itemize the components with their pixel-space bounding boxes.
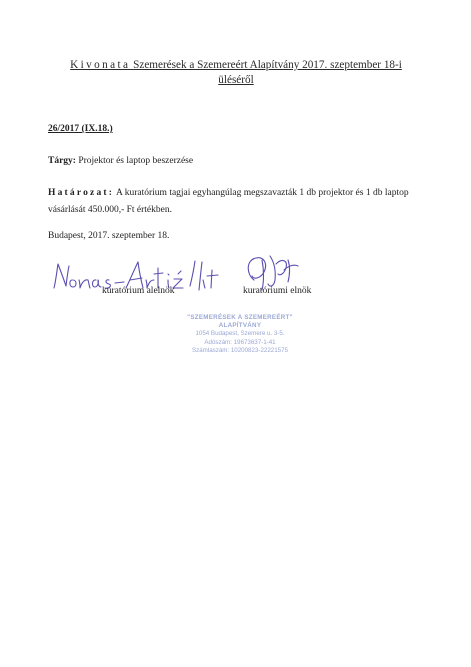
vice-chair-role: kuratórium alelnök: [102, 286, 175, 296]
foundation-stamp: [150, 314, 330, 355]
decision-text: A kuratórium tagjai egyhangúlag megszavazták 1 db projektor és 1 db laptop vásárlását 450.000,- Ft értékben.: [48, 188, 409, 215]
stamp-line-3: 1054 Budapest, Szemere u. 3-5.: [195, 330, 285, 338]
place-date: Budapest, 2017. szeptember 18.: [48, 231, 170, 241]
title-line-2: üléséről: [218, 74, 254, 86]
stamp-line-4: Adószám: 19673637-1-41: [204, 338, 276, 346]
document-title: [40, 58, 432, 88]
stamp-line-1: "SZEMERÉSEK A SZEMEREÉRT": [187, 314, 293, 321]
title-spaced-word: Kivonata: [70, 59, 131, 71]
subject-line: [48, 156, 193, 166]
stamp-line-2: ALAPÍTVÁNY: [218, 322, 262, 330]
chair-role: kuratóriumi elnök: [243, 286, 312, 296]
subject-text: Projektor és laptop beszerzése: [78, 156, 194, 166]
stamp-line-5: Számlaszám: 10200823-22221575: [192, 346, 288, 354]
title-line-1: [40, 58, 432, 73]
title-rest: Szemerések a Szemereért Alapítvány 2017. szeptember 18-i: [133, 59, 402, 71]
resolution-number: 26/2017 (IX.18.): [48, 124, 113, 134]
subject-label: Tárgy:: [48, 156, 76, 166]
decision-paragraph: [48, 185, 438, 219]
decision-label: Határozat:: [48, 188, 115, 198]
